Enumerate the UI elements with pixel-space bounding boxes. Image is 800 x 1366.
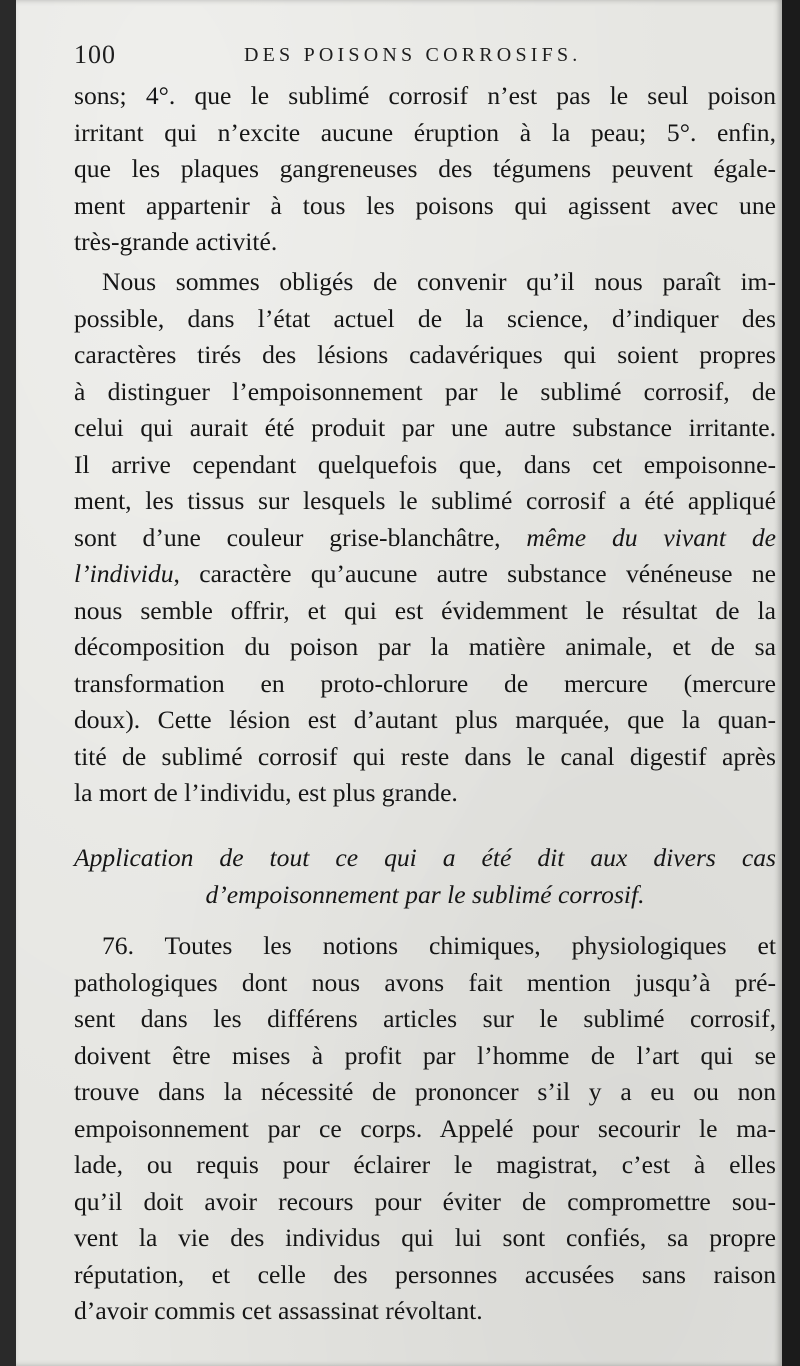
text-line: nous semble offrir, et qui est évidemment le résultat de la [74, 595, 776, 625]
text-line: que les plaques gangreneuses des tégumens peuvent égale- [74, 154, 776, 183]
text-line: ment, les tissus sur lesquels le sublimé corrosif a été appliqué [74, 486, 776, 515]
text-line: l’individu, caractère qu’aucune autre substance vénéneuse ne [74, 559, 776, 588]
text-line: celui qui aurait été produit par une autre substance irritante. [74, 413, 776, 442]
paragraph-lesions [74, 264, 776, 812]
text-line: trouve dans la nécessité de prononcer s’il y a eu ou non [74, 1077, 776, 1106]
section-heading [74, 840, 776, 913]
text-line: vent la vie des individus qui lui sont confiés, sa propre [74, 1223, 776, 1252]
heading-line: d’empoisonnement par le sublimé corrosif. [205, 879, 645, 909]
text-line: lade, ou requis pour éclairer le magistrat, c’est à elles [74, 1150, 776, 1179]
text-line: caractères tirés des lésions cadavériques qui soient propres [74, 340, 776, 369]
text-line: ment appartenir à tous les poisons qui agissent avec une [74, 190, 776, 220]
page-number: 100 [74, 40, 116, 69]
text-line: tité de sublimé corrosif qui reste dans le canal digestif après [74, 741, 776, 771]
book-page [16, 0, 782, 1366]
running-title: DES POISONS CORROSIFS. [244, 44, 582, 66]
text-line: transformation en proto-chlorure de mercure (mercure [74, 668, 776, 698]
text-line: doux). Cette lésion est d’autant plus marquée, que la quan- [74, 705, 776, 734]
heading-line: Application de tout ce qui a été dit aux divers cas [74, 843, 776, 872]
text-line: sons; 4°. que le sublimé corrosif n’est pas le seul poison [74, 81, 776, 110]
page-header [74, 40, 712, 70]
text-line: 76. Toutes les notions chimiques, physiologiques et [102, 931, 776, 960]
text-line: pathologiques dont nous avons fait mention jusqu’à pré- [74, 967, 776, 997]
text-line: irritant qui n’excite aucune éruption à la peau; 5°. enfin, [74, 117, 776, 147]
text-line: décomposition du poison par la matière animale, et de sa [74, 632, 776, 661]
text-line: la mort de l’individu, est plus grande. [74, 778, 458, 807]
text-line: sent dans les différens articles sur le sublimé corrosif, [74, 1004, 776, 1033]
text-line: Nous sommes obligés de convenir qu’il nous paraît im- [102, 267, 776, 296]
italic-phrase: même du vivant de [526, 522, 776, 552]
book-spine-shadow [782, 0, 800, 1366]
text-line: d’avoir commis cet assassinat révoltant. [74, 1296, 483, 1325]
text-line: qu’il doit avoir recours pour éviter de compromettre sou- [74, 1186, 776, 1216]
text-line: doivent être mises à profit par l’homme de l’art qui se [74, 1040, 776, 1070]
text-line: sont d’une couleur grise-blanchâtre, même du vivant de [74, 522, 776, 552]
text-line: réputation, et celle des personnes accusées sans raison [74, 1259, 776, 1289]
text-line: très-grande activité. [74, 227, 278, 256]
text-line: possible, dans l’état actuel de la science, d’indiquer des [74, 303, 776, 333]
text-line: à distinguer l’empoisonnement par le sublimé corrosif, de [74, 376, 776, 406]
text-line: empoisonnement par ce corps. Appelé pour secourir le ma- [74, 1113, 776, 1143]
italic-phrase: l’individu [74, 559, 174, 588]
paragraph-76 [74, 928, 776, 1330]
paragraph-continuation [74, 78, 776, 261]
text-line: Il arrive cependant quelquefois que, dans cet empoisonne- [74, 449, 776, 479]
